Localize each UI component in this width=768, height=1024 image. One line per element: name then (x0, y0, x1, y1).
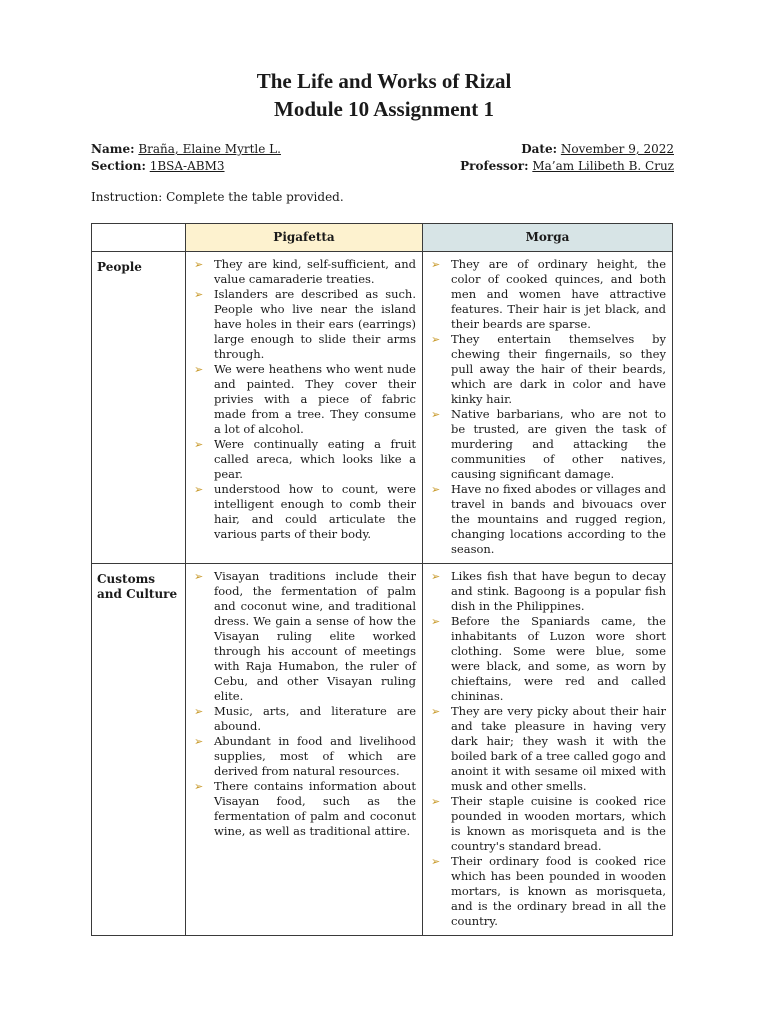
bullet-text: Abundant in food and livelihood supplies, most of which are derived from natural resources. (214, 734, 416, 778)
arrow-bullet-icon: ➢ (194, 288, 204, 301)
document-title: The Life and Works of Rizal (256, 69, 512, 93)
bullet-text: Likes fish that have begun to decay and stink. Bagoong is a popular fish dish in the Philippines. (451, 569, 666, 613)
list-item (427, 614, 666, 704)
list-item (190, 704, 416, 734)
bullet-text: Their staple cuisine is cooked rice pounded in wooden mortars, which is known as morisqueta and is the country's standard bread. (451, 794, 666, 853)
arrow-bullet-icon: ➢ (194, 570, 204, 583)
list-item (190, 362, 416, 437)
list-item (427, 704, 666, 794)
list-item (190, 569, 416, 704)
pigafetta-bullet-list (186, 252, 422, 548)
arrow-bullet-icon: ➢ (194, 438, 204, 451)
arrow-bullet-icon: ➢ (194, 780, 204, 793)
arrow-bullet-icon: ➢ (431, 705, 441, 718)
name-field (91, 141, 281, 157)
section-label: Section: (91, 159, 146, 173)
bullet-text: Music, arts, and literature are abound. (214, 704, 416, 733)
table-row (92, 564, 673, 936)
header-morga: Morga (423, 224, 673, 252)
arrow-bullet-icon: ➢ (431, 570, 441, 583)
arrow-bullet-icon: ➢ (431, 483, 441, 496)
arrow-bullet-icon: ➢ (431, 333, 441, 346)
row-label: Customs and Culture (92, 564, 186, 936)
pigafetta-bullet-list (186, 564, 422, 845)
pigafetta-cell (186, 252, 423, 564)
professor-label: Professor: (460, 159, 529, 173)
professor-field (460, 158, 674, 174)
list-item (427, 794, 666, 854)
bullet-text: Visayan traditions include their food, the fermentation of palm and coconut wine, and traditional dress. We gain a sense of how the Visayan ruling elite worked through his account of meetings with Raja Humabon, the ruler of Cebu, and other Visayan ruling elite. (214, 569, 416, 703)
list-item (427, 854, 666, 929)
list-item (190, 437, 416, 482)
arrow-bullet-icon: ➢ (431, 795, 441, 808)
bullet-text: Their ordinary food is cooked rice which has been pounded in wooden mortars, is known as morisqueta, and is the ordinary bread in all the country. (451, 854, 666, 928)
section-field (91, 158, 225, 174)
bullet-text: They are of ordinary height, the color of cooked quinces, and both men and women have attractive features. Their hair is jet black, and their beards are sparse. (451, 257, 666, 331)
morga-cell (423, 564, 673, 936)
date-field (521, 141, 674, 157)
bullet-text: There contains information about Visayan food, such as the fermentation of palm and coconut wine, as well as traditional attire. (214, 779, 416, 838)
list-item (190, 482, 416, 542)
name-label: Name: (91, 142, 135, 156)
morga-bullet-list (423, 252, 672, 563)
arrow-bullet-icon: ➢ (194, 735, 204, 748)
arrow-bullet-icon: ➢ (431, 258, 441, 271)
morga-bullet-list (423, 564, 672, 935)
comparison-table (91, 223, 673, 936)
list-item (190, 287, 416, 362)
arrow-bullet-icon: ➢ (431, 408, 441, 421)
list-item (190, 734, 416, 779)
morga-cell (423, 252, 673, 564)
document-subtitle: Module 10 Assignment 1 (274, 97, 494, 121)
bullet-text: Have no fixed abodes or villages and travel in bands and bivouacs over the mountains and rugged region, changing locations according to the season. (451, 482, 666, 556)
header-blank (92, 224, 186, 252)
bullet-text: They are very picky about their hair and take pleasure in having very dark hair; they wash it with the boiled bark of a tree called gogo and anoint it with sesame oil mixed with musk and other smells. (451, 704, 666, 793)
arrow-bullet-icon: ➢ (194, 483, 204, 496)
bullet-text: Were continually eating a fruit called areca, which looks like a pear. (214, 437, 416, 481)
arrow-bullet-icon: ➢ (431, 855, 441, 868)
bullet-text: understood how to count, were intelligent enough to comb their hair, and could articulate the various parts of their body. (214, 482, 416, 541)
list-item (427, 257, 666, 332)
bullet-text: They entertain themselves by chewing their fingernails, so they pull away the hair of their beards, which are dark in color and have kinky hair. (451, 332, 666, 406)
bullet-text: Native barbarians, who are not to be trusted, are given the task of murdering and attacking the communities of other natives, causing significant damage. (451, 407, 666, 481)
list-item (190, 257, 416, 287)
list-item (427, 332, 666, 407)
bullet-text: We were heathens who went nude and painted. They cover their privies with a piece of fabric made from a tree. They consume a lot of alcohol. (214, 362, 416, 436)
date-value: November 9, 2022 (560, 142, 674, 156)
header-pigafetta: Pigafetta (186, 224, 423, 252)
list-item (427, 482, 666, 557)
arrow-bullet-icon: ➢ (194, 363, 204, 376)
list-item (427, 569, 666, 614)
table-row (92, 252, 673, 564)
professor-value: Ma’am Lilibeth B. Cruz (532, 159, 674, 173)
table-header-row (92, 224, 673, 252)
bullet-text: They are kind, self-sufficient, and value camaraderie treaties. (214, 257, 416, 286)
bullet-text: Before the Spaniards came, the inhabitants of Luzon wore short clothing. Some were blue, some were black, and some, as worn by chieftains, were red and called chininas. (451, 614, 666, 703)
section-value: 1BSA-ABM3 (149, 159, 225, 173)
bullet-text: Islanders are described as such. People who live near the island have holes in their ears (earrings) large enough to slide their arms through. (214, 287, 416, 361)
list-item (427, 407, 666, 482)
arrow-bullet-icon: ➢ (431, 615, 441, 628)
arrow-bullet-icon: ➢ (194, 705, 204, 718)
instruction-text: Instruction: Complete the table provided. (91, 190, 344, 204)
row-label: People (92, 252, 186, 564)
pigafetta-cell (186, 564, 423, 936)
list-item (190, 779, 416, 839)
arrow-bullet-icon: ➢ (194, 258, 204, 271)
date-label: Date: (521, 142, 558, 156)
name-value: Braña, Elaine Myrtle L. (138, 142, 281, 156)
